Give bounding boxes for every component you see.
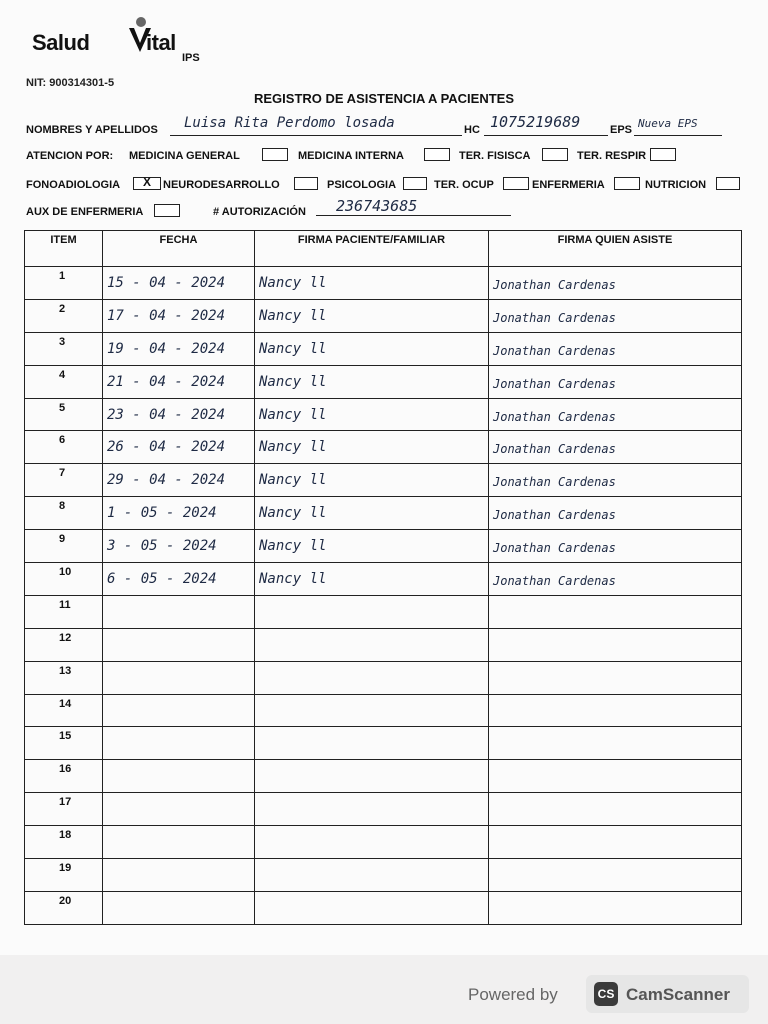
- row-firma-asiste-cell[interactable]: [489, 760, 742, 793]
- row-firma-asiste-cell[interactable]: [489, 595, 742, 628]
- row-firma-asiste-field: Jonathan Cardenas: [493, 409, 616, 424]
- neurodesarrollo-checkbox[interactable]: [294, 177, 318, 190]
- row-item-number: 5: [25, 398, 103, 431]
- row-firma-paciente-cell[interactable]: [255, 332, 489, 365]
- table-body: [25, 267, 742, 925]
- row-item-number: 6: [25, 431, 103, 464]
- row-firma-asiste-cell[interactable]: [489, 464, 742, 497]
- row-firma-asiste-cell[interactable]: [489, 332, 742, 365]
- row-firma-asiste-cell[interactable]: [489, 497, 742, 530]
- row-firma-asiste-cell[interactable]: [489, 530, 742, 563]
- row-fecha-cell[interactable]: [103, 464, 255, 497]
- row-firma-asiste-cell[interactable]: [489, 628, 742, 661]
- name-label: NOMBRES Y APELLIDOS: [26, 124, 158, 136]
- row-fecha-cell[interactable]: [103, 826, 255, 859]
- row-fecha-field: 19 - 04 - 2024: [107, 340, 226, 357]
- neurodesarrollo-label: NEURODESARROLLO: [163, 179, 280, 191]
- eps-label: EPS: [610, 124, 633, 136]
- hc-underline: [484, 135, 608, 136]
- row-fecha-field: 3 - 05 - 2024: [107, 538, 217, 555]
- row-firma-asiste-cell[interactable]: [489, 299, 742, 332]
- row-firma-asiste-cell[interactable]: [489, 891, 742, 924]
- table-row: [25, 563, 742, 596]
- row-fecha-cell[interactable]: [103, 793, 255, 826]
- header-item: ITEM: [25, 231, 103, 267]
- row-item-number: 4: [25, 365, 103, 398]
- row-firma-paciente-cell[interactable]: [255, 365, 489, 398]
- row-firma-asiste-cell[interactable]: [489, 267, 742, 300]
- row-firma-asiste-field: Jonathan Cardenas: [493, 541, 616, 556]
- row-firma-paciente-field: Nancy ll: [259, 406, 327, 423]
- ter-respir-checkbox[interactable]: [650, 148, 676, 161]
- header-firma-paciente: FIRMA PACIENTE/FAMILIAR: [255, 231, 489, 267]
- table-row: [25, 267, 742, 300]
- row-firma-paciente-cell[interactable]: [255, 727, 489, 760]
- saludvital-logo: [32, 18, 222, 70]
- medicina-interna-label: MEDICINA INTERNA: [298, 150, 404, 162]
- table-row: [25, 464, 742, 497]
- hc-field[interactable]: 1075219689: [490, 113, 581, 131]
- autorizacion-label: # AUTORIZACIÓN: [213, 206, 306, 218]
- aux-enfermeria-checkbox[interactable]: [154, 204, 180, 217]
- row-firma-paciente-field: Nancy ll: [259, 275, 327, 291]
- table-row: [25, 628, 742, 661]
- ter-fisica-checkbox[interactable]: [542, 148, 568, 161]
- row-firma-asiste-field: Jonathan Cardenas: [493, 475, 616, 490]
- fonoaudiologia-checkbox[interactable]: [133, 177, 161, 190]
- row-item-number: 3: [25, 332, 103, 365]
- logo-ips: IPS: [182, 52, 200, 64]
- row-fecha-field: 21 - 04 - 2024: [107, 373, 226, 390]
- medicina-general-checkbox[interactable]: [262, 148, 288, 161]
- row-fecha-field: 23 - 04 - 2024: [107, 406, 226, 423]
- table-row: [25, 727, 742, 760]
- row-firma-asiste-field: Jonathan Cardenas: [493, 376, 616, 391]
- table-row: [25, 365, 742, 398]
- row-item-number: 18: [25, 826, 103, 859]
- enfermeria-checkbox[interactable]: [614, 177, 640, 190]
- enfermeria-label: ENFERMERIA: [532, 179, 605, 191]
- row-firma-asiste-field: Jonathan Cardenas: [493, 343, 616, 358]
- row-item-number: 12: [25, 628, 103, 661]
- row-firma-paciente-field: Nancy ll: [259, 340, 327, 357]
- row-fecha-field: 1 - 05 - 2024: [107, 505, 217, 522]
- ter-ocup-checkbox[interactable]: [503, 177, 529, 190]
- row-firma-asiste-cell[interactable]: [489, 826, 742, 859]
- ter-respir-label: TER. RESPIR: [577, 150, 647, 162]
- row-firma-paciente-cell[interactable]: [255, 431, 489, 464]
- table-row: [25, 497, 742, 530]
- nit-text: NIT: 900314301-5: [26, 77, 115, 89]
- row-fecha-cell[interactable]: [103, 398, 255, 431]
- name-underline: [170, 135, 462, 136]
- logo-word-right: ital: [146, 30, 176, 55]
- row-fecha-field: 6 - 05 - 2024: [107, 571, 217, 588]
- row-fecha-cell[interactable]: [103, 267, 255, 300]
- row-firma-paciente-field: Nancy ll: [259, 472, 327, 489]
- row-fecha-cell[interactable]: [103, 332, 255, 365]
- row-fecha-cell[interactable]: [103, 859, 255, 892]
- row-item-number: 15: [25, 727, 103, 760]
- row-firma-asiste-field: Jonathan Cardenas: [493, 574, 616, 589]
- row-fecha-field: 17 - 04 - 2024: [107, 307, 226, 324]
- fonoaudiologia-mark: X: [142, 175, 151, 189]
- row-firma-asiste-cell[interactable]: [489, 431, 742, 464]
- row-firma-paciente-cell[interactable]: [255, 628, 489, 661]
- row-fecha-field: 15 - 04 - 2024: [107, 275, 226, 291]
- header-firma-asiste: FIRMA QUIEN ASISTE: [489, 231, 742, 267]
- table-row: [25, 760, 742, 793]
- row-firma-paciente-cell[interactable]: [255, 299, 489, 332]
- row-item-number: 10: [25, 563, 103, 596]
- row-firma-asiste-cell[interactable]: [489, 694, 742, 727]
- attention-label: ATENCION POR:: [26, 150, 114, 162]
- powered-by-text: Powered by: [468, 985, 558, 1004]
- row-item-number: 9: [25, 530, 103, 563]
- psicologia-label: PSICOLOGIA: [327, 179, 397, 191]
- table-row: [25, 826, 742, 859]
- row-item-number: 17: [25, 793, 103, 826]
- row-firma-paciente-field: Nancy ll: [259, 538, 327, 555]
- row-firma-paciente-cell[interactable]: [255, 859, 489, 892]
- row-firma-asiste-field: Jonathan Cardenas: [493, 508, 616, 523]
- row-firma-asiste-field: Jonathan Cardenas: [493, 442, 616, 457]
- nutricion-checkbox[interactable]: [716, 177, 740, 190]
- row-item-number: 8: [25, 497, 103, 530]
- row-fecha-cell[interactable]: [103, 530, 255, 563]
- row-firma-asiste-cell[interactable]: [489, 365, 742, 398]
- table-row: [25, 661, 742, 694]
- camscanner-brand: CamScanner: [626, 985, 730, 1004]
- logo-word-left: Salud: [32, 30, 90, 55]
- row-fecha-cell[interactable]: [103, 563, 255, 596]
- row-item-number: 11: [25, 595, 103, 628]
- row-firma-asiste-cell[interactable]: [489, 661, 742, 694]
- ter-fisica-label: TER. FISISCA: [459, 150, 531, 162]
- row-firma-paciente-cell[interactable]: [255, 826, 489, 859]
- eps-underline: [634, 135, 722, 136]
- ter-ocup-label: TER. OCUP: [434, 179, 494, 191]
- row-firma-paciente-cell[interactable]: [255, 793, 489, 826]
- row-firma-paciente-cell[interactable]: [255, 398, 489, 431]
- psicologia-checkbox[interactable]: [403, 177, 427, 190]
- row-fecha-cell[interactable]: [103, 365, 255, 398]
- row-firma-paciente-cell[interactable]: [255, 595, 489, 628]
- row-fecha-field: 29 - 04 - 2024: [107, 472, 226, 489]
- row-fecha-cell[interactable]: [103, 497, 255, 530]
- row-firma-paciente-cell[interactable]: [255, 694, 489, 727]
- row-item-number: 20: [25, 891, 103, 924]
- row-firma-paciente-field: Nancy ll: [259, 439, 327, 456]
- row-firma-paciente-cell[interactable]: [255, 563, 489, 596]
- row-fecha-cell[interactable]: [103, 431, 255, 464]
- eps-field[interactable]: Nueva EPS: [638, 117, 698, 130]
- row-firma-paciente-field: Nancy ll: [259, 505, 327, 522]
- row-firma-asiste-cell[interactable]: [489, 563, 742, 596]
- row-firma-paciente-field: Nancy ll: [259, 373, 327, 390]
- row-firma-paciente-cell[interactable]: [255, 464, 489, 497]
- medicina-general-label: MEDICINA GENERAL: [129, 150, 240, 162]
- form-title: REGISTRO DE ASISTENCIA A PACIENTES: [253, 91, 515, 106]
- autorizacion-field[interactable]: 236743685: [336, 197, 418, 215]
- table-row: [25, 694, 742, 727]
- row-fecha-cell[interactable]: [103, 760, 255, 793]
- row-firma-paciente-cell[interactable]: [255, 760, 489, 793]
- camscanner-logo-icon: CS: [594, 982, 618, 1006]
- autorizacion-underline: [316, 215, 511, 216]
- table-row: [25, 595, 742, 628]
- row-firma-asiste-cell[interactable]: [489, 398, 742, 431]
- row-item-number: 1: [25, 267, 103, 300]
- table-row: [25, 398, 742, 431]
- row-item-number: 19: [25, 859, 103, 892]
- row-firma-asiste-field: Jonathan Cardenas: [493, 310, 616, 325]
- table-row: [25, 431, 742, 464]
- row-item-number: 13: [25, 661, 103, 694]
- row-firma-asiste-cell[interactable]: [489, 859, 742, 892]
- row-item-number: 7: [25, 464, 103, 497]
- row-item-number: 16: [25, 760, 103, 793]
- name-field[interactable]: Luisa Rita Perdomo losada: [184, 115, 395, 131]
- row-fecha-cell[interactable]: [103, 661, 255, 694]
- row-firma-paciente-field: Nancy ll: [259, 571, 327, 588]
- row-firma-paciente-cell[interactable]: [255, 661, 489, 694]
- fonoaudiologia-label: FONOADIOLOGIA: [26, 179, 121, 191]
- row-fecha-cell[interactable]: [103, 694, 255, 727]
- table-row: [25, 859, 742, 892]
- row-firma-paciente-cell[interactable]: [255, 497, 489, 530]
- hc-label: HC: [464, 124, 480, 136]
- row-firma-asiste-cell[interactable]: [489, 727, 742, 760]
- aux-enfermeria-label: AUX DE ENFERMERIA: [26, 206, 144, 218]
- row-firma-paciente-cell[interactable]: [255, 530, 489, 563]
- row-fecha-cell[interactable]: [103, 595, 255, 628]
- row-fecha-field: 26 - 04 - 2024: [107, 439, 226, 456]
- row-item-number: 14: [25, 694, 103, 727]
- table-row: [25, 299, 742, 332]
- row-firma-paciente-field: Nancy ll: [259, 307, 327, 324]
- row-fecha-cell[interactable]: [103, 891, 255, 924]
- table-header-row: [25, 231, 742, 267]
- medicina-interna-checkbox[interactable]: [424, 148, 450, 161]
- row-item-number: 2: [25, 299, 103, 332]
- table-row: [25, 530, 742, 563]
- nutricion-label: NUTRICION: [645, 179, 707, 191]
- row-firma-paciente-cell[interactable]: [255, 891, 489, 924]
- row-fecha-cell[interactable]: [103, 727, 255, 760]
- table-row: [25, 332, 742, 365]
- header-fecha: FECHA: [103, 231, 255, 267]
- table-row: [25, 793, 742, 826]
- row-firma-asiste-field: Jonathan Cardenas: [493, 278, 616, 292]
- table-row: [25, 891, 742, 924]
- row-firma-asiste-cell[interactable]: [489, 793, 742, 826]
- row-fecha-cell[interactable]: [103, 299, 255, 332]
- row-fecha-cell[interactable]: [103, 628, 255, 661]
- row-firma-paciente-cell[interactable]: [255, 267, 489, 300]
- attendance-table: [24, 230, 742, 925]
